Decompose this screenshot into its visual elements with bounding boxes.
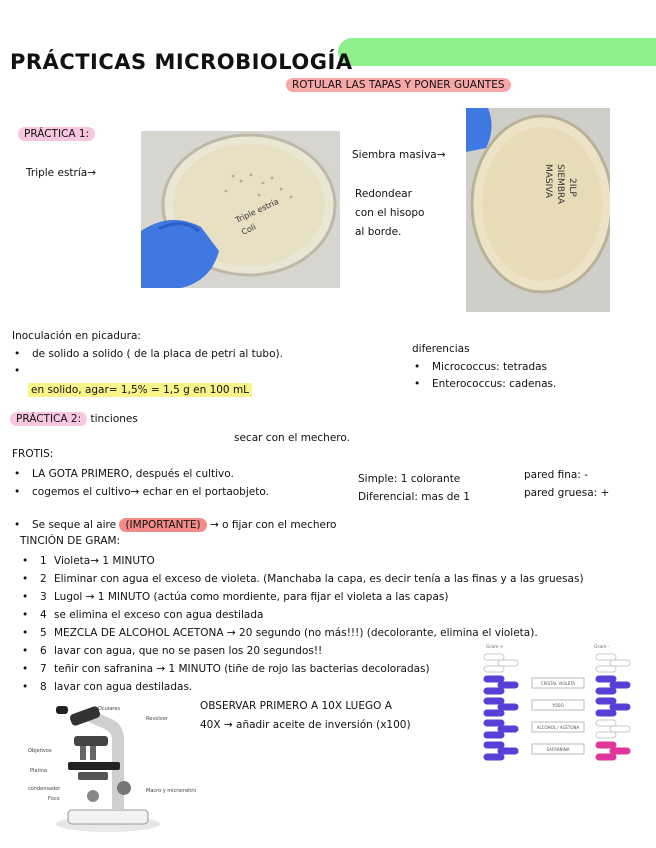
- plate1-label-2: Coli: [240, 222, 258, 237]
- bacterium-gram-pos: [484, 710, 504, 716]
- diferencias-list: [412, 359, 556, 393]
- bacterium-gram-neg: [596, 720, 616, 726]
- gram-step-label: YODO: [552, 703, 564, 708]
- bacterium-gram-neg: [610, 682, 630, 688]
- secar-note: secar con el mechero.: [234, 432, 350, 444]
- bacterium-gram-neg: [596, 754, 616, 760]
- platina-label: Platina: [30, 768, 48, 774]
- bacterium-gram-neg: [596, 710, 616, 716]
- gram-heading: TINCIÓN DE GRAM:: [20, 535, 121, 547]
- bacterium-gram-pos: [498, 704, 518, 710]
- list-item: • LA GOTA PRIMERO, después el cultivo.: [12, 465, 269, 483]
- gram-step: • 5 MEZCLA DE ALCOHOL ACETONA → 20 segundo (no más!!!) (decolorante, elimina el violeta).: [20, 624, 584, 642]
- bacterium-gram-neg: [596, 732, 616, 738]
- objetivos-label: Objetivos: [28, 748, 52, 754]
- list-item: • Se seque al aire (IMPORTANTE) → o fijar con el mechero: [12, 518, 336, 533]
- bacterium-gram-pos: [498, 748, 518, 754]
- condensador-label: condensador: [28, 786, 61, 792]
- bacterium-gram-pos: [484, 742, 504, 748]
- bacterium-gram-pos: [498, 682, 518, 688]
- frotis-list: [12, 465, 269, 501]
- page-title: PRÁCTICAS MICROBIOLOGÍA: [10, 50, 353, 74]
- triple-estria-label: Triple estría→: [26, 167, 96, 179]
- bacterium-gram-pos: [484, 654, 504, 660]
- plate2-label-2: MASIVA: [543, 164, 553, 199]
- plate2-label-3: 2ILP: [567, 178, 577, 197]
- list-item: • de solido a solido ( de la placa de petri al tubo).: [12, 346, 283, 363]
- bacterium-gram-pos: [484, 754, 504, 760]
- inoculacion-heading: Inoculación en picadura:: [12, 330, 141, 342]
- foco-label: Foco: [48, 796, 60, 802]
- bacterium-gram-pos: [484, 698, 504, 704]
- gram-step: • 2 Eliminar con agua el exceso de violeta. (Manchaba la capa, es decir tenía a las finas y a las gruesas): [20, 570, 584, 588]
- bacterium-gram-neg: [596, 666, 616, 672]
- bacterium-gram-pos: [498, 660, 518, 666]
- bacterium-gram-pos: [484, 676, 504, 682]
- gram-step-label: CRISTAL VIOLETA: [540, 681, 576, 686]
- frotis-heading: FROTIS:: [12, 448, 54, 460]
- tincion-types: Simple: 1 colorante Diferencial: mas de 1: [358, 473, 470, 503]
- bacterium-gram-neg: [596, 676, 616, 682]
- siembra-masiva-label: Siembra masiva→: [352, 149, 446, 161]
- observar-note: OBSERVAR PRIMERO A 10X LUEGO A 40X → añadir aceite de inversión (x100): [200, 700, 411, 731]
- bacterium-gram-pos: [484, 688, 504, 694]
- bacterium-gram-pos: [484, 720, 504, 726]
- diferencias-heading: diferencias: [412, 343, 470, 355]
- gram-neg-label: Gram -: [594, 645, 610, 650]
- inoculacion-list: [12, 346, 283, 380]
- revolver-label: Revolver: [146, 716, 168, 722]
- gram-step-label: SAFRANINA: [546, 747, 570, 752]
- gram-step-label: ALCOHOL / ACETONA: [536, 725, 580, 730]
- agar-note: en solido, agar= 1,5% = 1,5 g en 100 mL: [28, 383, 252, 398]
- microscope-illustration: [28, 700, 196, 834]
- secado-list: [12, 518, 336, 533]
- petri-plate-photo-2: [466, 108, 610, 312]
- gram-step: • 7 teñir con safranina → 1 MINUTO (tiñe de rojo las bacterias decoloradas): [20, 660, 584, 678]
- ocular-label: Oculares: [98, 706, 120, 712]
- petri-plate-photo-1: [141, 131, 340, 288]
- gram-step: • 6 lavar con agua, que no se pasen los 20 segundos!!: [20, 642, 584, 660]
- list-item: [12, 363, 283, 380]
- title-highlight: [338, 38, 656, 66]
- bacterium-gram-pos: [484, 666, 504, 672]
- bacterium-gram-neg: [610, 660, 630, 666]
- redondear-note: Redondear con el hisopo al borde.: [355, 188, 425, 238]
- gram-step: • 1 Violeta→ 1 MINUTO: [20, 552, 584, 570]
- gram-step: • 3 Lugol → 1 MINUTO (actúa como mordiente, para fijar el violeta a las capas): [20, 588, 584, 606]
- bacterium-gram-neg: [596, 654, 616, 660]
- macro-micro-label: Macro y micrométrico: [146, 788, 196, 794]
- bacterium-gram-neg: [596, 688, 616, 694]
- list-item: • Micrococcus: tetradas: [412, 359, 556, 376]
- bacterium-gram-neg: [610, 726, 630, 732]
- list-item: • cogemos el cultivo→ echar en el portaobjeto.: [12, 483, 269, 501]
- bacterium-gram-neg: [610, 704, 630, 710]
- list-item: • Enterococcus: cadenas.: [412, 376, 556, 393]
- pared-note: pared fina: - pared gruesa: +: [524, 469, 610, 499]
- bacterium-gram-neg: [596, 698, 616, 704]
- gram-pos-label: Gram +: [486, 645, 504, 650]
- bacterium-gram-pos: [498, 726, 518, 732]
- plate2-label-1: SIEMBRA: [555, 164, 565, 205]
- gram-step: • 8 lavar con agua destiladas.: [20, 678, 584, 696]
- practica1-heading: PRÁCTICA 1:: [18, 127, 95, 142]
- bacterium-gram-neg: [596, 742, 616, 748]
- banner-note: ROTULAR LAS TAPAS Y PONER GUANTES: [286, 78, 511, 93]
- bacterium-gram-neg: [610, 748, 630, 754]
- gram-stain-diagram: [472, 638, 644, 766]
- bacterium-gram-pos: [484, 732, 504, 738]
- practica2-heading: PRÁCTICA 2: tinciones: [10, 412, 138, 427]
- plate1-label-1: Triple estría: [234, 196, 281, 225]
- gram-step: • 4 se elimina el exceso con agua destilada: [20, 606, 584, 624]
